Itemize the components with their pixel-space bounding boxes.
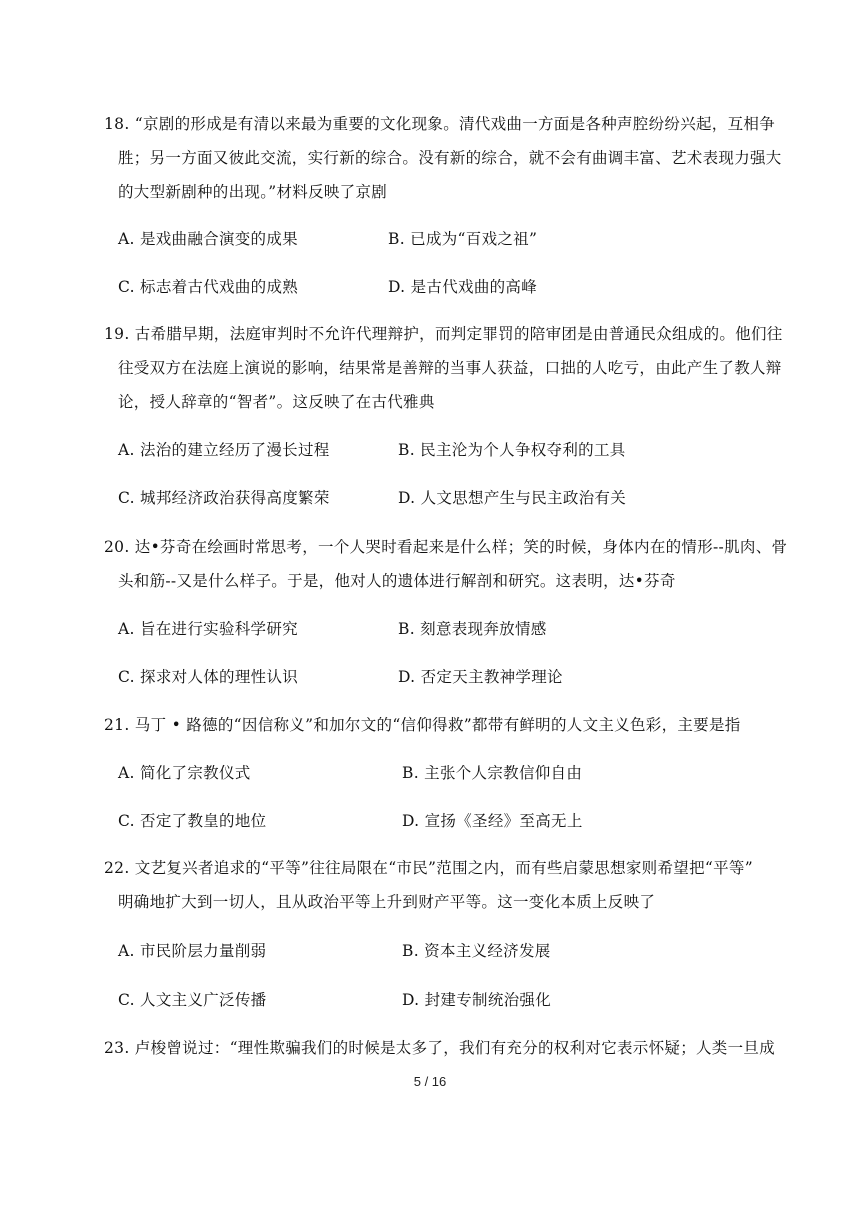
question-18-option-d: D. 是古代戏曲的高峰 <box>388 278 538 296</box>
question-23-line-1: 23. 卢梭曾说过：“理性欺骗我们的时候是太多了，我们有充分的权利对它表示怀疑；人类一旦成 <box>104 1039 776 1057</box>
question-19-line-1: 19. 古希腊早期，法庭审判时不允许代理辩护，而判定罪罚的陪审团是由普通民众组成的。他们往 <box>104 325 783 343</box>
question-20-line-1: 20. 达•芬奇在绘画时常思考，一个人哭时看起来是什么样；笑的时候，身体内在的情形--肌肉、骨 <box>104 538 788 556</box>
question-19-option-b: B. 民主沦为个人争权夺利的工具 <box>398 441 626 459</box>
question-20-line-2: 头和筋--又是什么样子。于是，他对人的遗体进行解剖和研究。这表明，达•芬奇 <box>118 572 676 590</box>
question-20-option-c: C. 探求对人体的理性认识 <box>118 668 299 686</box>
question-20-option-a: A. 旨在进行实验科学研究 <box>118 620 298 638</box>
question-19-line-2: 往受双方在法庭上演说的影响，结果常是善辩的当事人获益，口拙的人吃亏，由此产生了教人辩 <box>118 359 782 377</box>
question-18-option-b: B. 已成为“百戏之祖” <box>388 230 538 248</box>
question-20-option-d: D. 否定天主教神学理论 <box>398 668 563 686</box>
question-18-line-1: 18. “京剧的形成是有清以来最为重要的文化现象。清代戏曲一方面是各种声腔纷纷兴起，互相争 <box>104 115 776 133</box>
question-19-line-3: 论，授人辞章的“智者”。这反映了在古代雅典 <box>118 393 435 411</box>
question-22-line-2: 明确地扩大到一切人，且从政治平等上升到财产平等。这一变化本质上反映了 <box>118 893 656 911</box>
question-18-option-c: C. 标志着古代戏曲的成熟 <box>118 278 299 296</box>
question-21-option-c: C. 否定了教皇的地位 <box>118 812 267 830</box>
question-21-option-a: A. 简化了宗教仪式 <box>118 764 251 782</box>
page-number: 5 / 16 <box>413 1074 447 1089</box>
question-19-option-c: C. 城邦经济政治获得高度繁荣 <box>118 489 330 507</box>
question-22-line-1: 22. 文艺复兴者追求的“平等”往往局限在“市民”范围之内，而有些启蒙思想家则希望把“平等” <box>104 859 753 877</box>
question-18-line-3: 的大型新剧种的出现。”材料反映了京剧 <box>118 183 388 201</box>
question-22-option-d: D. 封建专制统治强化 <box>402 991 552 1009</box>
question-19-option-a: A. 法治的建立经历了漫长过程 <box>118 441 330 459</box>
question-18-line-2: 胜；另一方面又彼此交流，实行新的综合。没有新的综合，就不会有曲调丰富、艺术表现力强大 <box>118 149 782 167</box>
question-21-option-d: D. 宣扬《圣经》至高无上 <box>402 812 583 830</box>
question-18-option-a: A. 是戏曲融合演变的成果 <box>118 230 298 248</box>
question-22-option-c: C. 人文主义广泛传播 <box>118 991 267 1009</box>
question-21-option-b: B. 主张个人宗教信仰自由 <box>402 764 583 782</box>
question-21-line-1: 21. 马丁 • 路德的“因信称义”和加尔文的“信仰得救”都带有鲜明的人文主义色彩，主要是指 <box>104 716 741 734</box>
question-22-option-a: A. 市民阶层力量削弱 <box>118 942 267 960</box>
question-19-option-d: D. 人文思想产生与民主政治有关 <box>398 489 627 507</box>
question-20-option-b: B. 刻意表现奔放情感 <box>398 620 547 638</box>
question-22-option-b: B. 资本主义经济发展 <box>402 942 551 960</box>
